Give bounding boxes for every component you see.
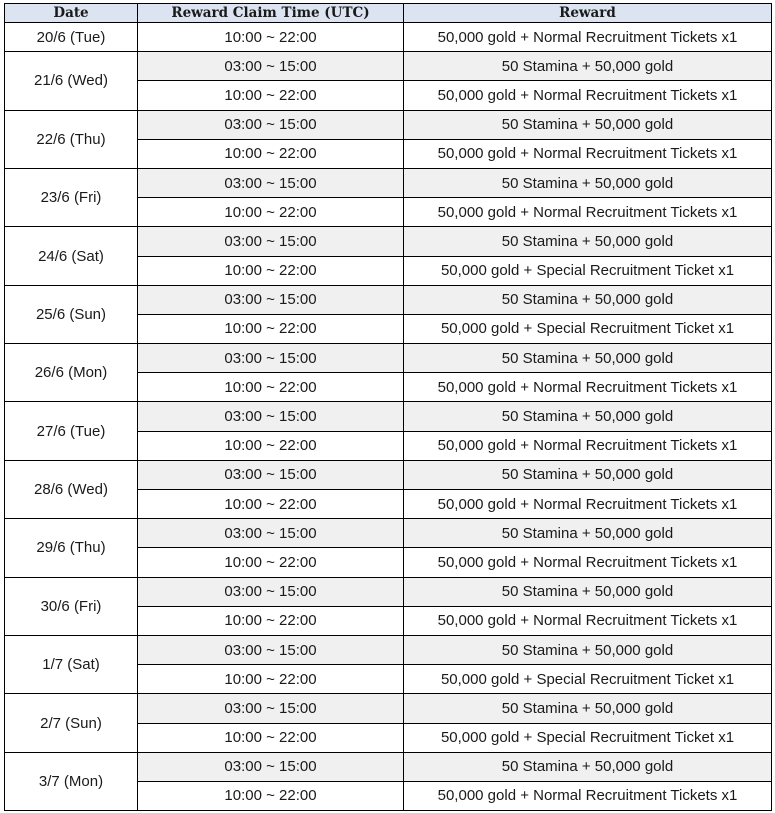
claim-time-cell: 03:00 ~ 15:00 <box>138 168 404 197</box>
date-cell: 25/6 (Sun) <box>5 285 138 343</box>
claim-time-cell: 10:00 ~ 22:00 <box>138 490 404 519</box>
table-row <box>5 168 772 197</box>
reward-cell: 50 Stamina + 50,000 gold <box>404 519 772 548</box>
table-row <box>5 227 772 256</box>
claim-time-cell: 10:00 ~ 22:00 <box>138 665 404 694</box>
date-cell: 1/7 (Sat) <box>5 635 138 693</box>
reward-cell: 50 Stamina + 50,000 gold <box>404 110 772 139</box>
header-date: Date <box>5 4 138 23</box>
claim-time-cell: 10:00 ~ 22:00 <box>138 373 404 402</box>
date-cell: 2/7 (Sun) <box>5 694 138 752</box>
table-row <box>5 344 772 373</box>
reward-cell: 50,000 gold + Normal Recruitment Tickets x1 <box>404 490 772 519</box>
claim-time-cell: 03:00 ~ 15:00 <box>138 110 404 139</box>
date-cell: 24/6 (Sat) <box>5 227 138 285</box>
reward-cell: 50 Stamina + 50,000 gold <box>404 402 772 431</box>
reward-cell: 50 Stamina + 50,000 gold <box>404 752 772 781</box>
date-cell: 30/6 (Fri) <box>5 577 138 635</box>
table-row <box>5 285 772 314</box>
reward-cell: 50,000 gold + Normal Recruitment Tickets x1 <box>404 81 772 110</box>
table-header <box>5 4 772 23</box>
claim-time-cell: 03:00 ~ 15:00 <box>138 402 404 431</box>
reward-cell: 50 Stamina + 50,000 gold <box>404 635 772 664</box>
date-cell: 22/6 (Thu) <box>5 110 138 168</box>
claim-time-cell: 03:00 ~ 15:00 <box>138 519 404 548</box>
reward-cell: 50,000 gold + Normal Recruitment Tickets x1 <box>404 548 772 577</box>
claim-time-cell: 03:00 ~ 15:00 <box>138 52 404 81</box>
date-cell: 20/6 (Tue) <box>5 23 138 52</box>
date-cell: 29/6 (Thu) <box>5 519 138 577</box>
table-body <box>5 23 772 811</box>
date-cell: 26/6 (Mon) <box>5 344 138 402</box>
table-row <box>5 694 772 723</box>
table-row <box>5 577 772 606</box>
reward-cell: 50 Stamina + 50,000 gold <box>404 694 772 723</box>
reward-cell: 50 Stamina + 50,000 gold <box>404 168 772 197</box>
reward-cell: 50,000 gold + Special Recruitment Ticket x1 <box>404 314 772 343</box>
table-row <box>5 110 772 139</box>
claim-time-cell: 03:00 ~ 15:00 <box>138 285 404 314</box>
reward-cell: 50,000 gold + Normal Recruitment Tickets x1 <box>404 23 772 52</box>
table-row <box>5 23 772 52</box>
header-row <box>5 4 772 23</box>
reward-cell: 50,000 gold + Special Recruitment Ticket x1 <box>404 256 772 285</box>
claim-time-cell: 03:00 ~ 15:00 <box>138 577 404 606</box>
claim-time-cell: 03:00 ~ 15:00 <box>138 460 404 489</box>
reward-cell: 50,000 gold + Special Recruitment Ticket x1 <box>404 723 772 752</box>
date-cell: 21/6 (Wed) <box>5 52 138 110</box>
header-reward: Reward <box>404 4 772 23</box>
reward-cell: 50,000 gold + Special Recruitment Ticket x1 <box>404 665 772 694</box>
table-row <box>5 402 772 431</box>
reward-cell: 50,000 gold + Normal Recruitment Tickets x1 <box>404 373 772 402</box>
reward-cell: 50,000 gold + Normal Recruitment Tickets x1 <box>404 431 772 460</box>
date-cell: 28/6 (Wed) <box>5 460 138 518</box>
claim-time-cell: 10:00 ~ 22:00 <box>138 23 404 52</box>
claim-time-cell: 10:00 ~ 22:00 <box>138 139 404 168</box>
reward-cell: 50,000 gold + Normal Recruitment Tickets x1 <box>404 198 772 227</box>
claim-time-cell: 03:00 ~ 15:00 <box>138 344 404 373</box>
reward-cell: 50,000 gold + Normal Recruitment Tickets x1 <box>404 606 772 635</box>
reward-cell: 50 Stamina + 50,000 gold <box>404 227 772 256</box>
reward-cell: 50,000 gold + Normal Recruitment Tickets x1 <box>404 139 772 168</box>
claim-time-cell: 10:00 ~ 22:00 <box>138 81 404 110</box>
claim-time-cell: 10:00 ~ 22:00 <box>138 431 404 460</box>
claim-time-cell: 10:00 ~ 22:00 <box>138 548 404 577</box>
date-cell: 3/7 (Mon) <box>5 752 138 810</box>
table-row <box>5 52 772 81</box>
claim-time-cell: 10:00 ~ 22:00 <box>138 781 404 810</box>
table-row <box>5 519 772 548</box>
table-row <box>5 752 772 781</box>
reward-cell: 50 Stamina + 50,000 gold <box>404 52 772 81</box>
table-row <box>5 460 772 489</box>
claim-time-cell: 10:00 ~ 22:00 <box>138 198 404 227</box>
claim-time-cell: 10:00 ~ 22:00 <box>138 256 404 285</box>
reward-cell: 50 Stamina + 50,000 gold <box>404 460 772 489</box>
reward-cell: 50 Stamina + 50,000 gold <box>404 344 772 373</box>
claim-time-cell: 10:00 ~ 22:00 <box>138 314 404 343</box>
claim-time-cell: 03:00 ~ 15:00 <box>138 752 404 781</box>
date-cell: 27/6 (Tue) <box>5 402 138 460</box>
claim-time-cell: 03:00 ~ 15:00 <box>138 635 404 664</box>
claim-time-cell: 03:00 ~ 15:00 <box>138 694 404 723</box>
claim-time-cell: 10:00 ~ 22:00 <box>138 606 404 635</box>
date-cell: 23/6 (Fri) <box>5 168 138 226</box>
header-claim-time: Reward Claim Time (UTC) <box>138 4 404 23</box>
reward-cell: 50 Stamina + 50,000 gold <box>404 285 772 314</box>
reward-cell: 50,000 gold + Normal Recruitment Tickets x1 <box>404 781 772 810</box>
claim-time-cell: 03:00 ~ 15:00 <box>138 227 404 256</box>
reward-schedule-table <box>4 3 772 811</box>
reward-cell: 50 Stamina + 50,000 gold <box>404 577 772 606</box>
table-row <box>5 635 772 664</box>
claim-time-cell: 10:00 ~ 22:00 <box>138 723 404 752</box>
